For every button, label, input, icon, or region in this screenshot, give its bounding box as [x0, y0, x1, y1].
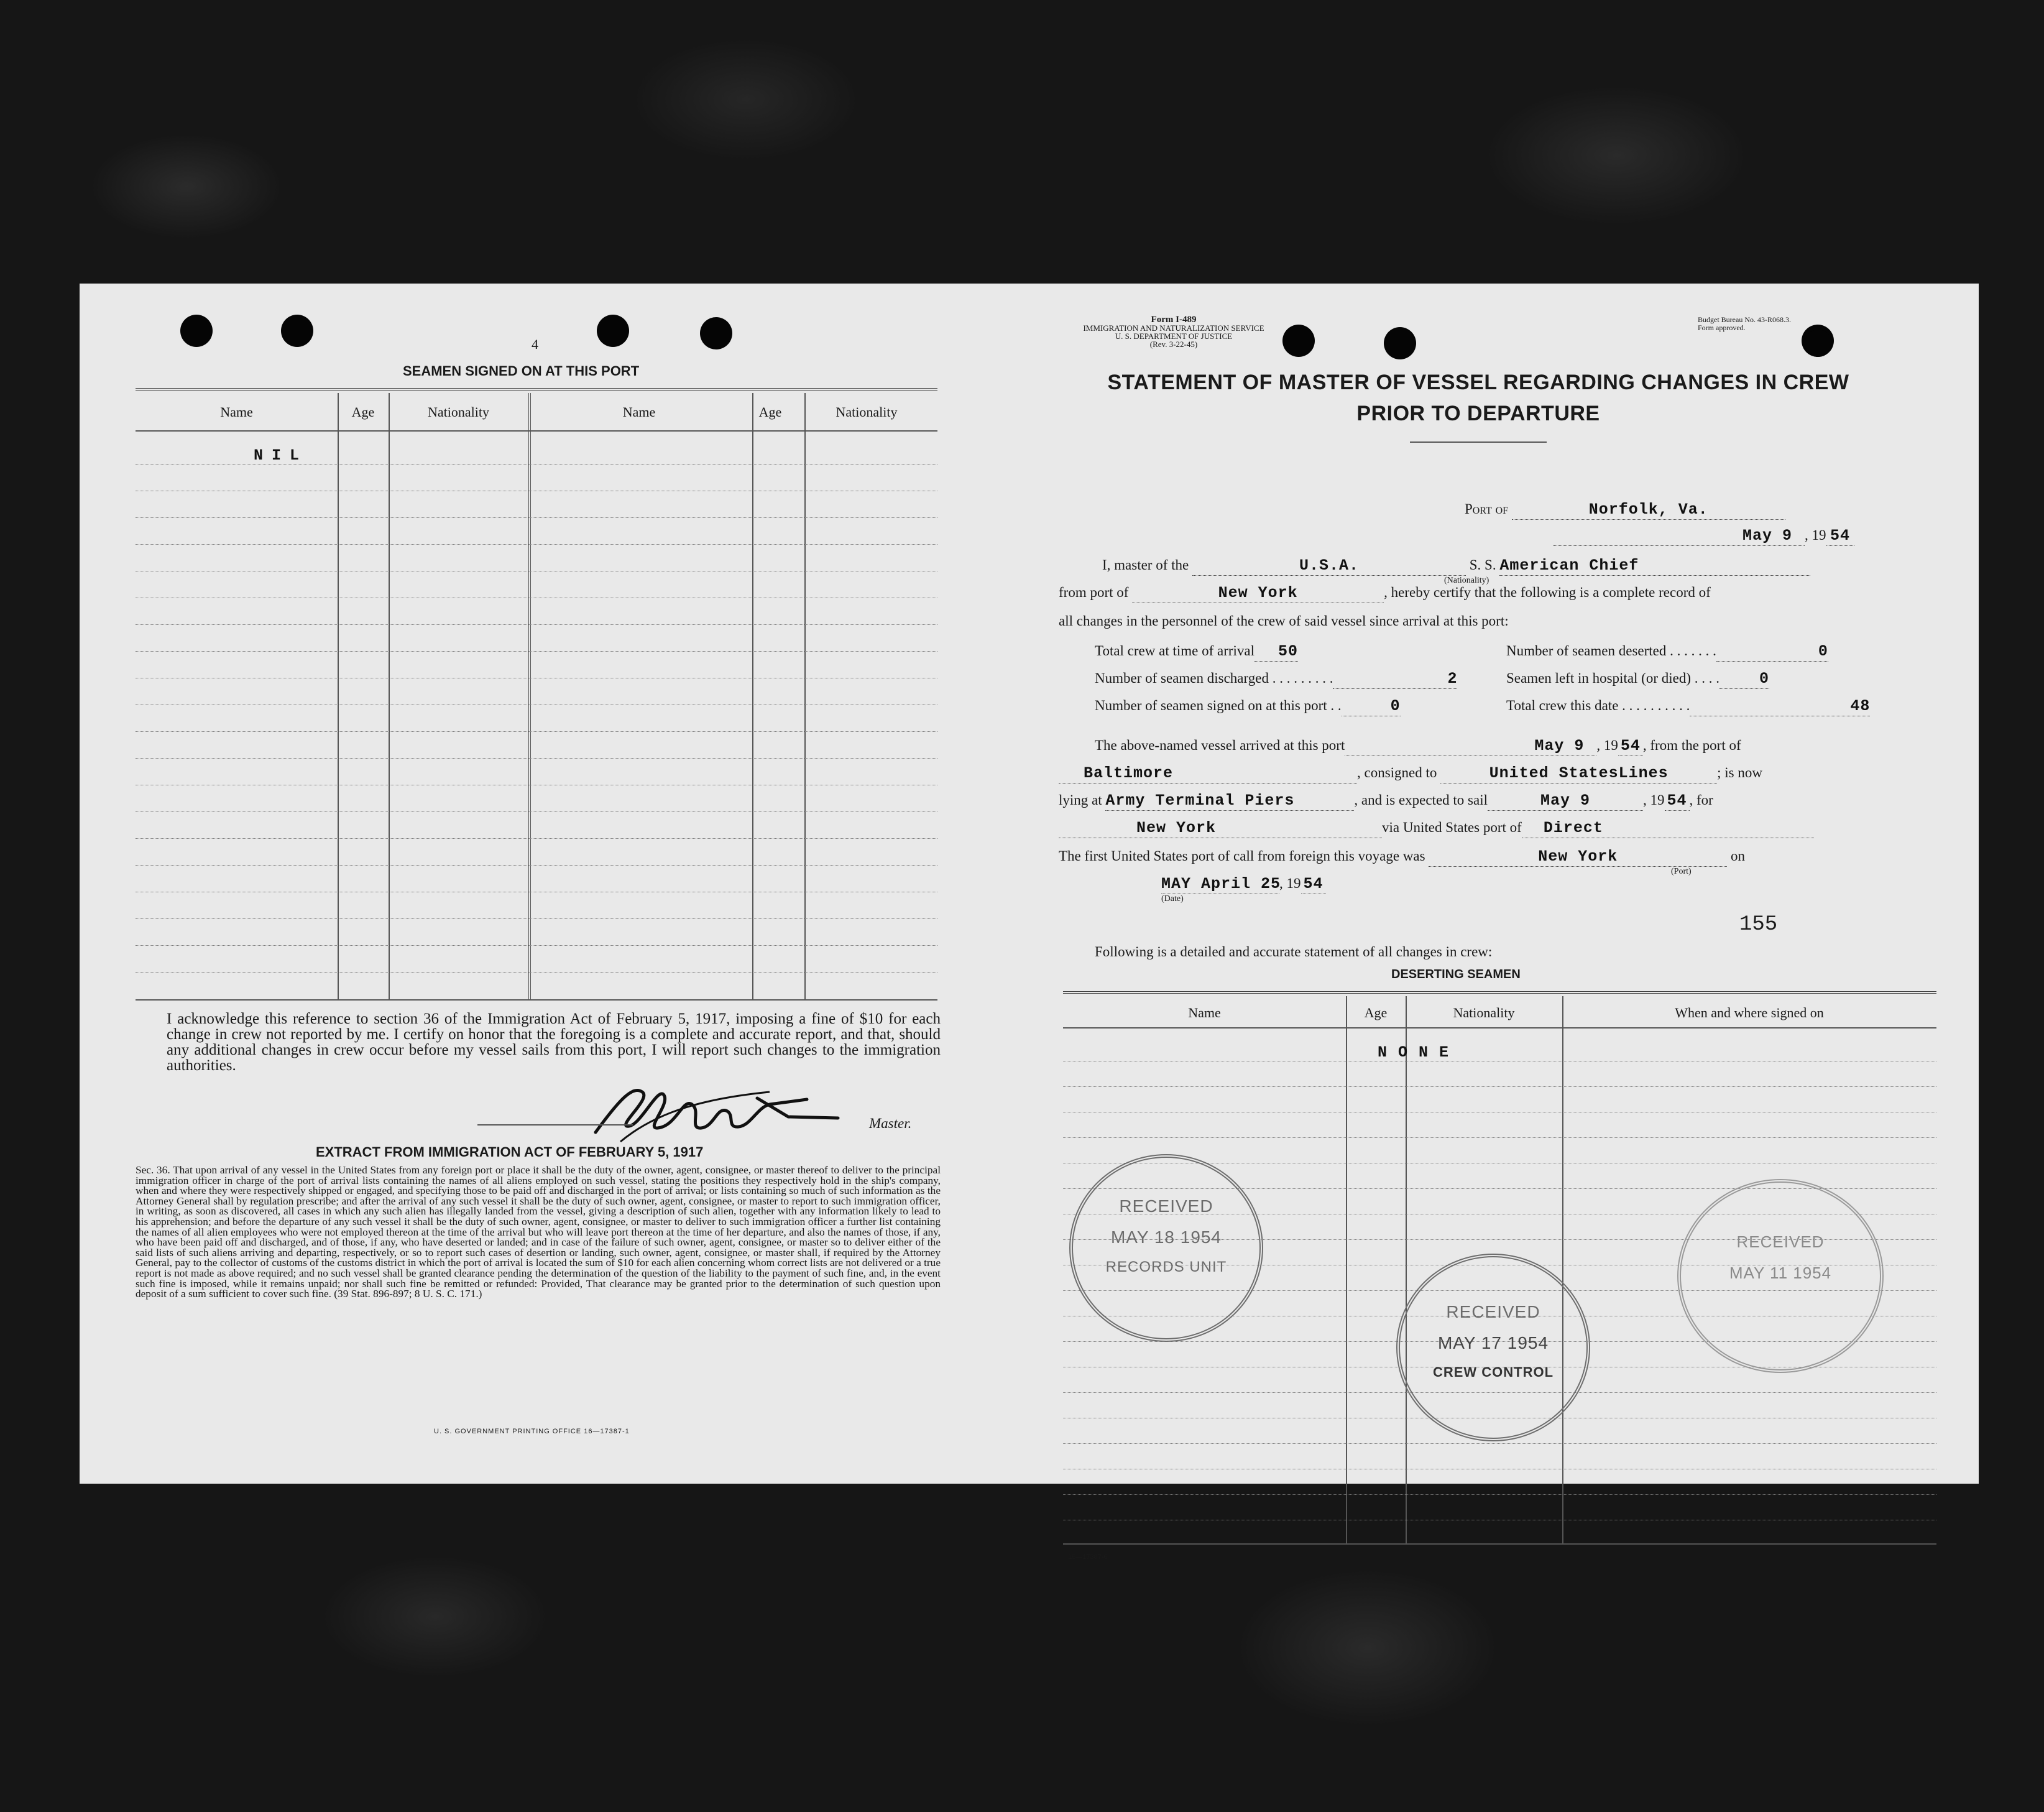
table-row [136, 624, 937, 625]
first-port: New York [1429, 848, 1727, 867]
form-code: 16—17387-6 [1068, 1553, 1108, 1561]
form-number: Form I-489 [1151, 315, 1197, 325]
nationality-caption: (Nationality) [1444, 576, 1489, 585]
table-row [136, 517, 937, 518]
year-prefix: , 19 [1596, 737, 1618, 753]
col-name-1: Name [220, 404, 253, 420]
sail-year: 54 [1665, 792, 1690, 811]
table-row [136, 945, 937, 946]
lying-at: Army Terminal Piers [1105, 792, 1354, 811]
signature-line [477, 1124, 633, 1126]
nationality-value: U.S.A. [1192, 557, 1466, 576]
via-label: via United States port of [1382, 820, 1522, 835]
table-bottom-rule [1063, 1543, 1936, 1545]
table-row [136, 811, 937, 812]
col-divider [1346, 996, 1347, 1543]
date-caption: (Date) [1161, 894, 1184, 904]
table-row [136, 865, 937, 866]
table-row [136, 464, 937, 465]
extract-title: EXTRACT FROM IMMIGRATION ACT OF FEBRUARY 5, 1917 [316, 1144, 704, 1160]
following-text: Following is a detailed and accurate statement of all changes in crew: [1095, 944, 1493, 959]
arrived-year: 54 [1618, 737, 1643, 756]
table-top-rule [1063, 991, 1936, 994]
consignee: United StatesLines [1440, 764, 1717, 784]
punch-hole [180, 315, 213, 347]
stamp-text: MAY 11 1954 [1729, 1264, 1832, 1282]
count-value: 48 [1690, 697, 1870, 716]
master-of-label: I, master of the [1102, 557, 1189, 573]
expected-label: , and is expected to sail [1354, 792, 1488, 808]
budget-bureau-note [1698, 316, 1822, 332]
port-of-label: Port of [1465, 501, 1509, 517]
from-port-of-label: , from the port of [1642, 737, 1741, 753]
table-row [1063, 1137, 1936, 1138]
first-port-year: 54 [1301, 875, 1326, 894]
page-stamp-number: 155 [1739, 913, 1778, 936]
count-value: 50 [1254, 642, 1298, 662]
punch-hole [281, 315, 313, 347]
col-age-2: Age [758, 404, 782, 420]
table-bottom-rule [136, 999, 937, 1001]
deserting-title: DESERTING SEAMEN [1391, 968, 1521, 981]
lying-at-label: lying at [1059, 792, 1102, 808]
count-value: 0 [1719, 670, 1769, 689]
acknowledgement-text: I acknowledge this reference to section 36 of the Immigration Act of February 5, 1917, imposing a fine of $10 for each change in crew not reported by me. I certify on honor that the foregoing is a complete and accurate report, and that, should any additional changes in crew occur before my vessel sails from this port, I will report such changes to the immigration authorities. [167, 1010, 941, 1074]
prior-port: Baltimore [1059, 764, 1357, 784]
year-prefix: , 19 [1643, 792, 1665, 808]
signed-on-entry: NIL [254, 446, 308, 465]
count-value: 0 [1716, 642, 1828, 662]
is-now-label: ; is now [1717, 765, 1762, 780]
table-row [136, 651, 937, 652]
col-nationality: Nationality [1453, 1005, 1515, 1020]
master-label: Master. [869, 1116, 912, 1131]
col-divider [338, 393, 339, 999]
col-divider [1406, 996, 1407, 1543]
form-revision: (Rev. 3-22-45) [1149, 340, 1198, 349]
received-stamp-faint [1677, 1179, 1884, 1373]
stamp-text: MAY 18 1954 [1110, 1227, 1222, 1247]
destination: New York [1059, 819, 1382, 838]
left-section-title: SEAMEN SIGNED ON AT THIS PORT [403, 363, 640, 379]
port-value: Norfolk, Va. [1512, 501, 1785, 520]
ss-label: S. S. [1469, 557, 1496, 573]
deserting-table-header [1063, 996, 1936, 1028]
count-value: 0 [1342, 697, 1401, 716]
punch-hole [1282, 325, 1315, 357]
stamp-text: RECEIVED [1446, 1302, 1540, 1321]
document-page [80, 284, 1979, 1561]
col-when-where: When and where signed on [1675, 1005, 1824, 1020]
stamp-text: MAY 17 1954 [1437, 1333, 1549, 1352]
col-divider [528, 393, 531, 999]
year-prefix: , 19 [1805, 527, 1826, 543]
form-title-1: STATEMENT OF MASTER OF VESSEL REGARDING CHANGES IN CREW [1107, 371, 1849, 394]
col-age-1: Age [351, 404, 375, 420]
col-age: Age [1364, 1005, 1388, 1020]
consigned-label: , consigned to [1357, 765, 1437, 780]
form-title-2: PRIOR TO DEPARTURE [1356, 402, 1600, 425]
printing-office: U. S. GOVERNMENT PRINTING OFFICE 16—17387-1 [434, 1428, 630, 1435]
col-nationality-2: Nationality [836, 404, 898, 420]
table-row [136, 544, 937, 545]
agency-name: IMMIGRATION AND NATURALIZATION SERVICE [1083, 323, 1264, 333]
certify-text: , hereby certify that the following is a complete record of [1384, 585, 1711, 600]
certify-text-2: all changes in the personnel of the crew of said vessel since arrival at this port: [1059, 613, 1509, 629]
via-port: Direct [1522, 819, 1814, 838]
col-name: Name [1188, 1005, 1221, 1020]
stamp-text: RECORDS UNIT [1105, 1259, 1227, 1275]
count-label: Number of seamen discharged . . . . . . . . . [1095, 670, 1333, 686]
budget-line: Budget Bureau No. 43-R068.3. [1698, 315, 1791, 324]
punch-hole [1384, 327, 1416, 359]
col-divider [389, 393, 390, 999]
budget-line: Form approved. [1698, 323, 1746, 332]
stamp-text: CREW CONTROL [1432, 1364, 1554, 1380]
on-label: on [1731, 848, 1746, 864]
form-header [1062, 316, 1286, 348]
arrived-date: May 9 [1345, 737, 1596, 756]
for-label: , for [1689, 792, 1713, 808]
master-signature [583, 1073, 844, 1148]
from-port-value: New York [1132, 584, 1384, 603]
count-label: Total crew at time of arrival [1095, 643, 1255, 659]
col-divider [804, 393, 806, 999]
received-stamp-control [1396, 1254, 1590, 1441]
year-value: 54 [1826, 527, 1854, 546]
vessel-value: American Chief [1499, 557, 1810, 576]
deserting-entry: NONE [1378, 1043, 1460, 1061]
punch-hole [700, 317, 732, 349]
received-stamp-records [1069, 1154, 1263, 1342]
table-top-rule [136, 388, 937, 391]
col-divider [1562, 996, 1563, 1543]
title-underline [1410, 441, 1547, 443]
table-row [136, 758, 937, 759]
table-row [136, 731, 937, 732]
page-number: 4 [532, 336, 538, 352]
col-nationality-1: Nationality [428, 404, 489, 420]
signed-on-table-header [136, 393, 937, 432]
table-row [1063, 1494, 1936, 1495]
first-port-label: The first United States port of call from foreign this voyage was [1059, 848, 1425, 864]
count-label: Number of seamen signed on at this port . . [1095, 698, 1342, 713]
from-port-label: from port of [1059, 585, 1129, 600]
count-label: Total crew this date . . . . . . . . . . [1506, 698, 1690, 713]
punch-hole [597, 315, 629, 347]
table-row [136, 838, 937, 839]
sail-date: May 9 [1488, 792, 1643, 811]
table-row [136, 972, 937, 973]
extract-text: Sec. 36. That upon arrival of any vessel in the United States from any foreign port or place it shall be the duty of the owner, agent, consignee, or master thereof to deliver to the principal immigration officer in charge of the port of arrival lists containing the names of all aliens employed on such vessel, stating the positions they respectively hold in the ship's company, when and where they were respectively shipped or engaged, and specifying those to be paid off and discharged in the port of arrival; or lists containing so much of such information as the Attorney General shall by regulation prescribe; and after the arrival of any such vessel it shall be the duty of such owner, agent, consignee, or master to report to such immigration officer, in writing, as soon as discovered, all cases in which any such alien has illegally landed from the vessel, giving a description of such alien, together with any information likely to lead to his apprehension; and before the departure of any such vessel it shall be the duty of such owner, agent, consignee, or master to deliver to such immigration officer a further list containing the names of all alien employees who were not employed thereon at the time of the arrival but who will leave port thereon at the time of her departure, and also the names of those, if any, who have been paid off and discharged, and of those, if any, who have deserted or landed; and in case of the failure of such owner, agent, consignee, or master so to deliver either of the said lists of such aliens arriving and departing, respectively, or so to report such cases of desertion or landing, such owner, agent, consignee, or master shall, if required by the Attorney General, pay to the collector of customs of the customs district in which the port of arrival is located the sum of $10 for each alien concerning whom correct lists are not delivered or a true report is not made as above required; and no such vessel shall be granted clearance pending the determination of the question of the liability to the payment of such fine, and, in the event such fine is imposed, while it remains unpaid; nor shall such fine be remitted or refunded: Provided, That clearance may be granted prior to the determination of such question upon deposit of a sum sufficient to cover such fine. (39 Stat. 896-897; 8 U. S. C. 171.) [136, 1164, 941, 1300]
stamp-text: RECEIVED [1736, 1232, 1825, 1251]
col-name-2: Name [622, 404, 656, 420]
count-label: Number of seamen deserted . . . . . . . [1506, 643, 1716, 659]
col-divider [752, 393, 753, 999]
year-prefix: , 19 [1279, 876, 1301, 891]
table-row [1063, 1443, 1936, 1444]
port-caption: (Port) [1671, 867, 1692, 876]
stamp-text: RECEIVED [1119, 1196, 1213, 1216]
date-value: May 9 [1553, 527, 1805, 546]
arrived-label: The above-named vessel arrived at this port [1095, 737, 1345, 753]
count-label: Seamen left in hospital (or died) . . . . [1506, 670, 1720, 686]
first-port-date: MAY April 25 [1161, 875, 1281, 893]
department-name: U. S. DEPARTMENT OF JUSTICE [1115, 331, 1233, 341]
table-row [136, 918, 937, 919]
count-value: 2 [1333, 670, 1457, 689]
punch-hole [1805, 330, 1832, 357]
table-row [1063, 1086, 1936, 1087]
